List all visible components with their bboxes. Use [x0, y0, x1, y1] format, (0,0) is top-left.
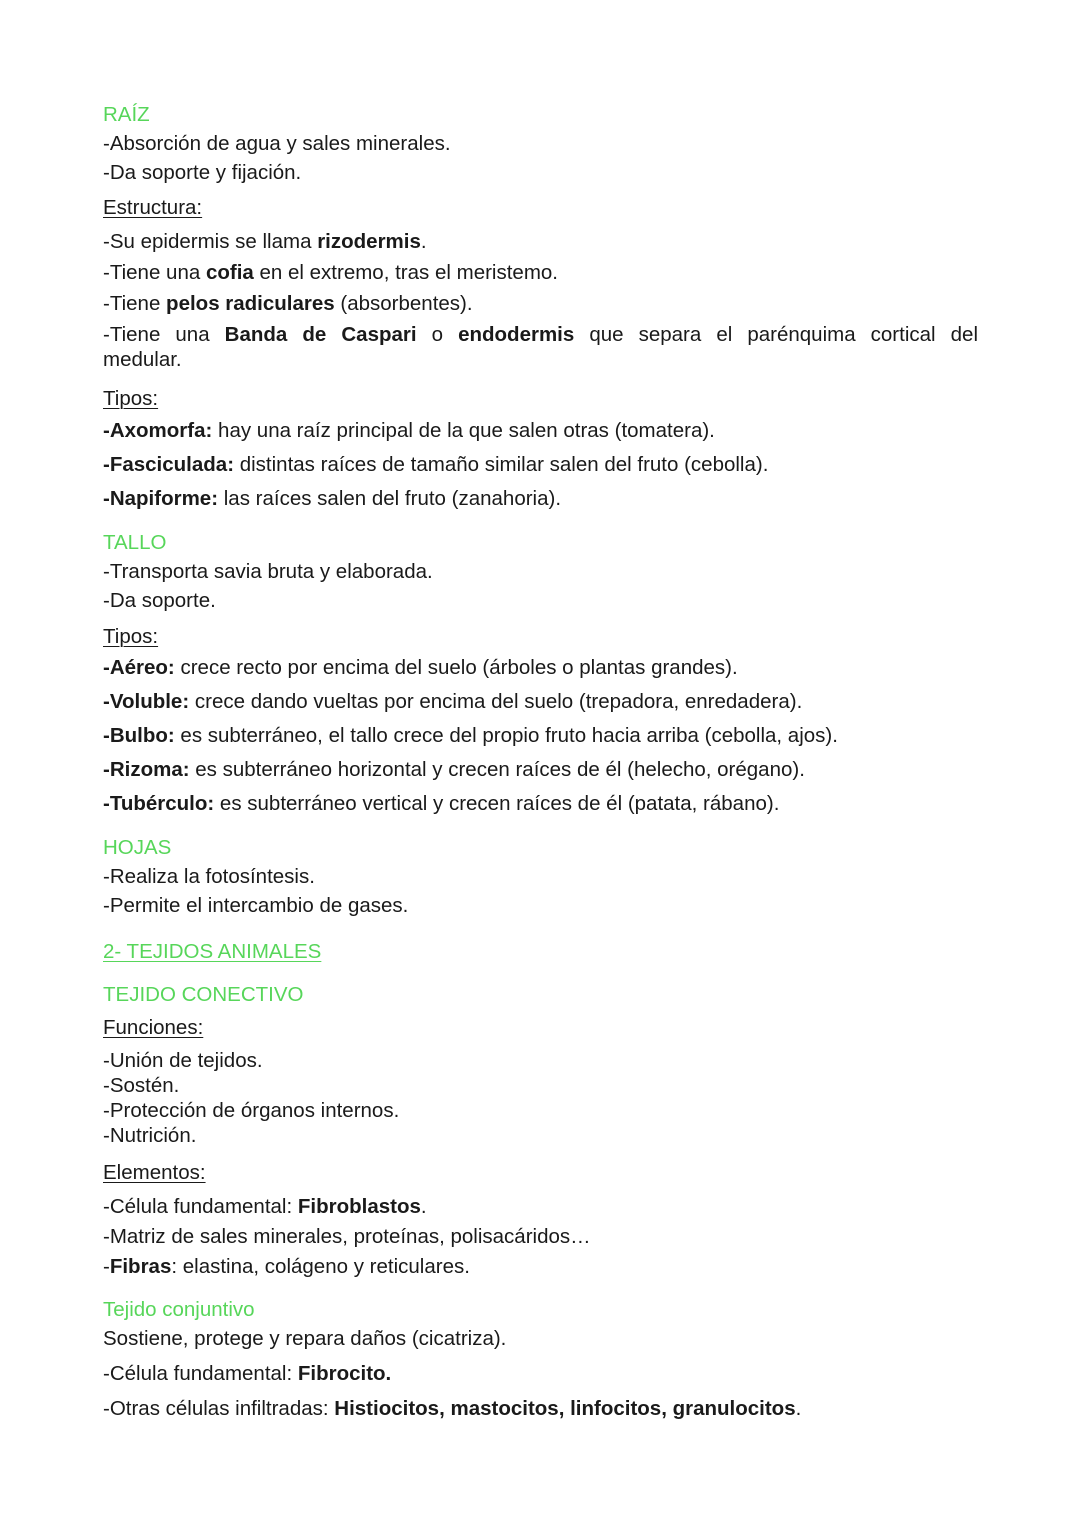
raiz-tipo-item: -Axomorfa: hay una raíz principal de la que salen otras (tomatera).: [103, 419, 715, 442]
funciones-label: Funciones:: [103, 1016, 204, 1039]
raiz-tipos-label: Tipos:: [103, 387, 159, 410]
caspari-continuation: medular.: [103, 348, 182, 371]
funcion-item: -Sostén.: [103, 1074, 180, 1097]
tallo-tipo-item: -Rizoma: es subterráneo horizontal y crecen raíces de él (helecho, orégano).: [103, 758, 805, 781]
tallo-line-1: -Transporta savia bruta y elaborada.: [103, 560, 433, 583]
raiz-line-1: -Absorción de agua y sales minerales.: [103, 132, 451, 155]
raiz-tipo-item: -Fasciculada: distintas raíces de tamaño similar salen del fruto (cebolla).: [103, 453, 769, 476]
section-title-tejido-conectivo: TEJIDO CONECTIVO: [103, 983, 304, 1006]
elemento-item: -Matriz de sales minerales, proteínas, polisacáridos…: [103, 1225, 591, 1248]
tallo-tipo-item: -Tubérculo: es subterráneo vertical y crecen raíces de él (patata, rábano).: [103, 792, 780, 815]
hojas-line-1: -Realiza la fotosíntesis.: [103, 865, 315, 888]
raiz-tipo-item: -Napiforme: las raíces salen del fruto (zanahoria).: [103, 487, 562, 510]
conjuntivo-celula: -Célula fundamental: Fibrocito.: [103, 1362, 392, 1385]
tallo-tipo-item: -Bulbo: es subterráneo, el tallo crece del propio fruto hacia arriba (cebolla, ajos).: [103, 724, 838, 747]
estructura-item: -Tiene una cofia en el extremo, tras el meristemo.: [103, 261, 558, 284]
tallo-tipo-item: -Voluble: crece dando vueltas por encima del suelo (trepadora, enredadera).: [103, 690, 803, 713]
estructura-item: -Tiene pelos radiculares (absorbentes).: [103, 292, 473, 315]
tallo-tipos-label: Tipos:: [103, 625, 159, 648]
section-title-raiz: RAÍZ: [103, 103, 150, 126]
elemento-item: -Célula fundamental: Fibroblastos.: [103, 1195, 427, 1218]
elementos-label: Elementos:: [103, 1161, 206, 1184]
estructura-item: -Su epidermis se llama rizodermis.: [103, 230, 427, 253]
funcion-item: -Unión de tejidos.: [103, 1049, 263, 1072]
estructura-label: Estructura:: [103, 196, 203, 219]
section-title-hojas: HOJAS: [103, 836, 172, 859]
section-title-tejido-conjuntivo: Tejido conjuntivo: [103, 1298, 255, 1321]
section-title-tejidos-animales[interactable]: 2- TEJIDOS ANIMALES: [103, 940, 322, 963]
funcion-item: -Nutrición.: [103, 1124, 197, 1147]
document-page: [103, 100, 978, 1421]
section-title-tallo: TALLO: [103, 531, 167, 554]
conjuntivo-otras: -Otras células infiltradas: Histiocitos, mastocitos, linfocitos, granulocitos.: [103, 1397, 802, 1420]
hojas-line-2: -Permite el intercambio de gases.: [103, 894, 409, 917]
tallo-line-2: -Da soporte.: [103, 589, 216, 612]
tallo-tipo-item: -Aéreo: crece recto por encima del suelo (árboles o plantas grandes).: [103, 656, 738, 679]
elemento-item: -Fibras: elastina, colágeno y reticulares.: [103, 1255, 470, 1278]
estructura-item-caspari: -Tiene una Banda de Caspari o endodermis que separa el parénquima cortical del: [103, 323, 978, 346]
raiz-line-2: -Da soporte y fijación.: [103, 161, 302, 184]
conjuntivo-intro: Sostiene, protege y repara daños (cicatriza).: [103, 1327, 507, 1350]
funcion-item: -Protección de órganos internos.: [103, 1099, 400, 1122]
